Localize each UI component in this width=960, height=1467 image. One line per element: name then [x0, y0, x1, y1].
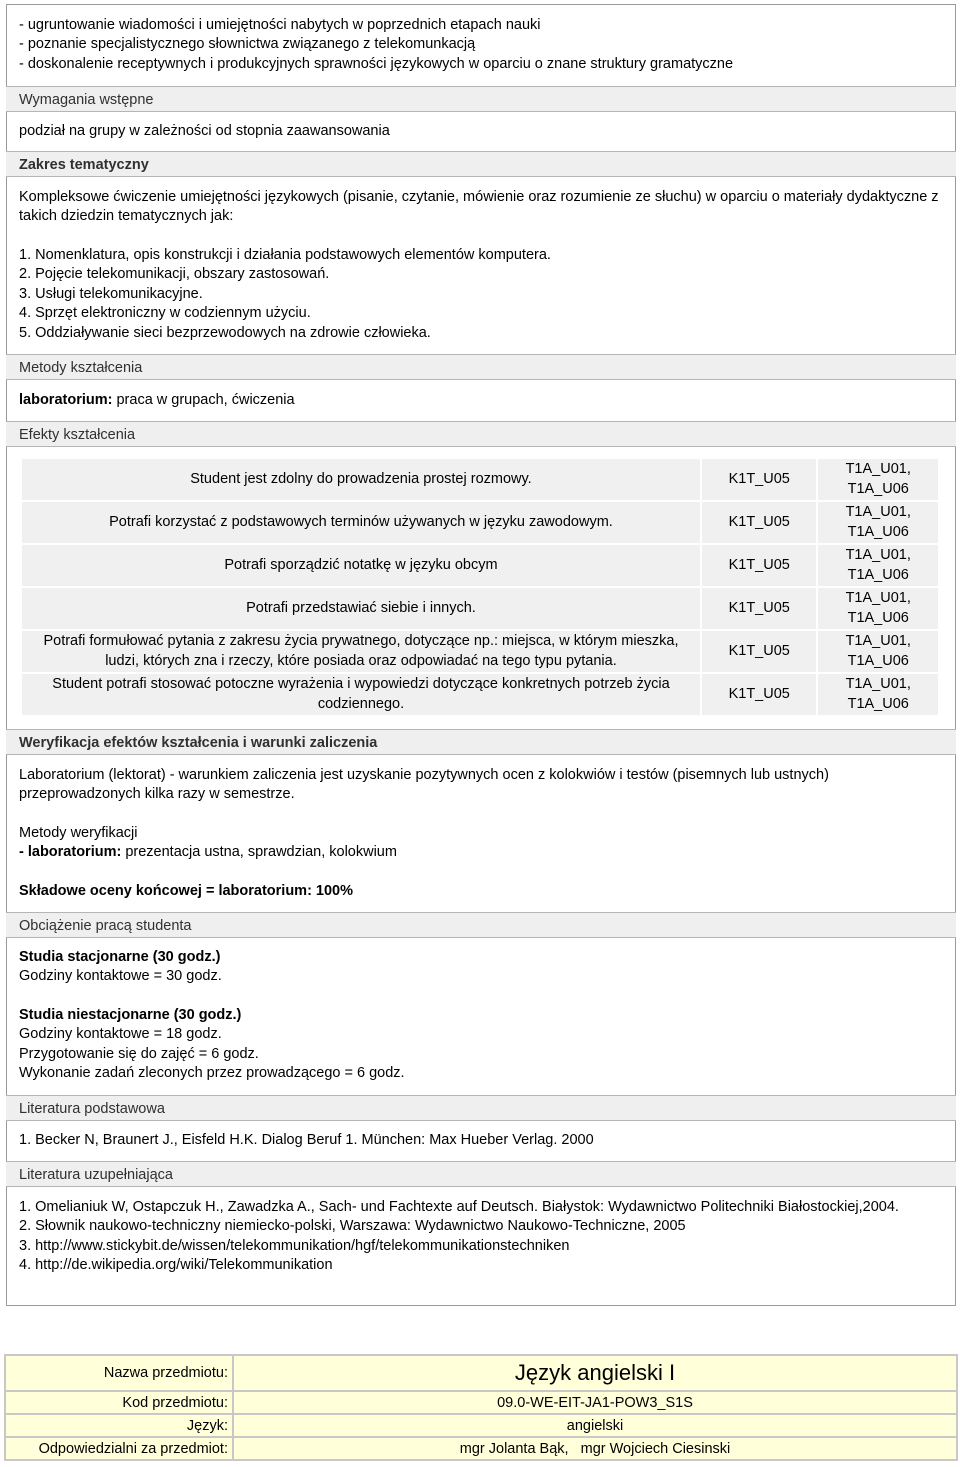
effect-description: Potrafi formułować pytania z zakresu życia prywatnego, dotyczące np.: miejsca, w którym mieszka, ludzi, których zna i rzeczy, które posiada oraz odpowiadać na tego typu pytania.: [22, 631, 700, 672]
stacjonarne-line: Godziny kontaktowe = 30 godz.: [19, 968, 222, 985]
effect-code: K1T_U05: [702, 502, 817, 543]
literature-item: 2. Słownik naukowo-techniczny niemiecko-polski, Warszawa: Wydawnictwo Naukowo-Techniczne, 2005: [19, 1218, 686, 1235]
section-header-zakres: Zakres tematyczny: [6, 151, 956, 177]
effect-description: Potrafi sporządzić notatkę w języku obcym: [22, 545, 700, 586]
effect-refs: [818, 674, 938, 715]
effect-code: K1T_U05: [702, 631, 817, 672]
niestacjonarne-line: Godziny kontaktowe = 18 godz.: [19, 1026, 222, 1043]
literature-item: 1. Becker N, Braunert J., Eisfeld H.K. Dialog Beruf 1. München: Max Hueber Verlag. 2000: [19, 1132, 594, 1148]
effect-ref: T1A_U06: [847, 609, 909, 626]
metody-value: praca w grupach, ćwiczenia: [112, 392, 295, 408]
effect-code: K1T_U05: [702, 545, 817, 586]
section-header-literatura-uzupelniajaca: Literatura uzupełniająca: [6, 1161, 956, 1187]
language-label: Język:: [5, 1414, 233, 1437]
metody-label: laboratorium:: [19, 392, 113, 408]
intro-line: - poznanie specjalistycznego słownictwa związanego z telekomunkacją: [19, 36, 476, 53]
intro-line: - doskonalenie receptywnych i produkcyjnych sprawności językowych w oparciu o znane struktury gramatyczne: [19, 55, 734, 72]
metody-text: [6, 391, 956, 410]
section-header-weryfikacja: Weryfikacja efektów kształcenia i warunki zaliczenia: [6, 729, 956, 755]
table-row: [5, 1414, 957, 1437]
table-row: [5, 1355, 957, 1391]
table-row: [5, 1437, 957, 1460]
table-row: [5, 1391, 957, 1414]
effect-ref: T1A_U06: [847, 695, 909, 712]
language-value: angielski: [233, 1414, 957, 1437]
stacjonarne-title: Studia stacjonarne (30 godz.): [19, 949, 221, 965]
section-header-literatura-podstawowa: Literatura podstawowa: [6, 1095, 956, 1121]
stacjonarne-block: [6, 948, 956, 987]
zakres-topic-list: [6, 246, 956, 343]
intro-list: [6, 16, 956, 74]
wymagania-text: podział na grupy w zależności od stopnia zaawansowania: [19, 123, 390, 139]
niestacjonarne-line: Wykonanie zadań zleconych przez prowadzącego = 6 godz.: [19, 1065, 405, 1082]
lab-text: prezentacja ustna, sprawdzian, kolokwium: [121, 844, 397, 861]
niestacjonarne-title: Studia niestacjonarne (30 godz.): [19, 1007, 242, 1023]
section-header-metody: Metody kształcenia: [6, 354, 956, 380]
section-header-efekty: Efekty kształcenia: [6, 421, 956, 447]
lab-label: - laboratorium:: [19, 844, 122, 861]
effect-refs: [818, 545, 938, 586]
effect-code: K1T_U05: [702, 674, 817, 715]
effect-ref: T1A_U01,: [845, 676, 911, 693]
literature-item: 4. http://de.wikipedia.org/wiki/Telekommunikation: [19, 1257, 333, 1274]
efekty-table: [20, 457, 940, 717]
effect-refs: [818, 588, 938, 629]
topic-item: 5. Oddziaływanie sieci bezprzewodowych na zdrowie człowieka.: [19, 324, 431, 341]
course-code-value: 09.0-WE-EIT-JA1-POW3_S1S: [233, 1391, 957, 1414]
responsible-value: mgr Jolanta Bąk, mgr Wojciech Ciesinski: [233, 1437, 957, 1460]
effect-ref: T1A_U06: [847, 652, 909, 669]
table-row: [22, 545, 938, 586]
literature-item: 3. http://www.stickybit.de/wissen/telekommunikation/hgf/telekommunikationstechniken: [19, 1237, 570, 1254]
effect-ref: T1A_U01,: [845, 590, 911, 607]
course-name-label: Nazwa przedmiotu:: [5, 1355, 233, 1391]
metody-weryfikacji-label: Metody weryfikacji: [19, 825, 138, 841]
table-row: [22, 502, 938, 543]
niestacjonarne-line: Przygotowanie się do zajęć = 6 godz.: [19, 1045, 259, 1062]
effect-description: Potrafi przedstawiać siebie i innych.: [22, 588, 700, 629]
table-row: [22, 631, 938, 672]
effect-ref: T1A_U01,: [845, 461, 911, 478]
topic-item: 4. Sprzęt elektroniczny w codziennym użyciu.: [19, 305, 311, 322]
effect-ref: T1A_U01,: [845, 504, 911, 521]
intro-line: - ugruntowanie wiadomości i umiejętności nabytych w poprzednich etapach nauki: [19, 17, 541, 33]
topic-item: 1. Nomenklatura, opis konstrukcji i działania podstawowych elementów komputera.: [19, 247, 551, 263]
literatura-podstawowa-list: [6, 1131, 956, 1150]
course-code-label: Kod przedmiotu:: [5, 1391, 233, 1414]
topic-item: 2. Pojęcie telekomunikacji, obszary zastosowań.: [19, 266, 330, 283]
metody-weryfikacji-lab: [19, 843, 942, 862]
topic-item: 3. Usługi telekomunikacyjne.: [19, 285, 203, 302]
weryfikacja-paragraph: Laboratorium (lektorat) - warunkiem zaliczenia jest uzyskanie pozytywnych ocen z kolokwiów i testów (pisemnych lub ustnych) przeprowadzonych kilka razy w semestrze.: [19, 767, 829, 803]
effect-refs: [818, 502, 938, 543]
zakres-paragraph: Kompleksowe ćwiczenie umiejętności językowych (pisanie, czytanie, mówienie oraz rozumienie ze słuchu) w oparciu o materiały dydaktyczne z takich dziedzin tematycznych jak:: [19, 189, 939, 225]
effect-refs: [818, 631, 938, 672]
effect-ref: T1A_U06: [847, 523, 909, 540]
course-info-table: [4, 1354, 958, 1461]
effect-description: Potrafi korzystać z podstawowych terminów używanych w języku zawodowym.: [22, 502, 700, 543]
niestacjonarne-block: [6, 1006, 956, 1084]
skladowe-oceny: Składowe oceny końcowej = laboratorium: 100%: [19, 883, 354, 899]
effect-ref: T1A_U01,: [845, 547, 911, 564]
literatura-uzupelniajaca-list: [6, 1198, 956, 1276]
effect-description: Student jest zdolny do prowadzenia prostej rozmowy.: [22, 459, 700, 500]
table-row: [22, 459, 938, 500]
effect-refs: [818, 459, 938, 500]
table-row: [22, 674, 938, 715]
section-header-wymagania: Wymagania wstępne: [6, 86, 956, 112]
effect-ref: T1A_U01,: [845, 633, 911, 650]
literature-item: 1. Omelianiuk W, Ostapczuk H., Zawadzka A., Sach- und Fachtexte auf Deutsch. Białystok: Wydawnictwo Politechniki Białostockiej,2004.: [19, 1199, 899, 1215]
responsible-label: Odpowiedzialni za przedmiot:: [5, 1437, 233, 1460]
section-header-obciazenie: Obciążenie pracą studenta: [6, 912, 956, 938]
effect-description: Student potrafi stosować potoczne wyrażenia i wypowiedzi dotyczące konkretnych potrzeb życia codziennego.: [22, 674, 700, 715]
effect-ref: T1A_U06: [847, 566, 909, 583]
course-name-value: Język angielski I: [233, 1355, 957, 1391]
metody-weryfikacji: [6, 824, 956, 863]
effect-code: K1T_U05: [702, 459, 817, 500]
effect-code: K1T_U05: [702, 588, 817, 629]
effect-ref: T1A_U06: [847, 480, 909, 497]
table-row: [22, 588, 938, 629]
